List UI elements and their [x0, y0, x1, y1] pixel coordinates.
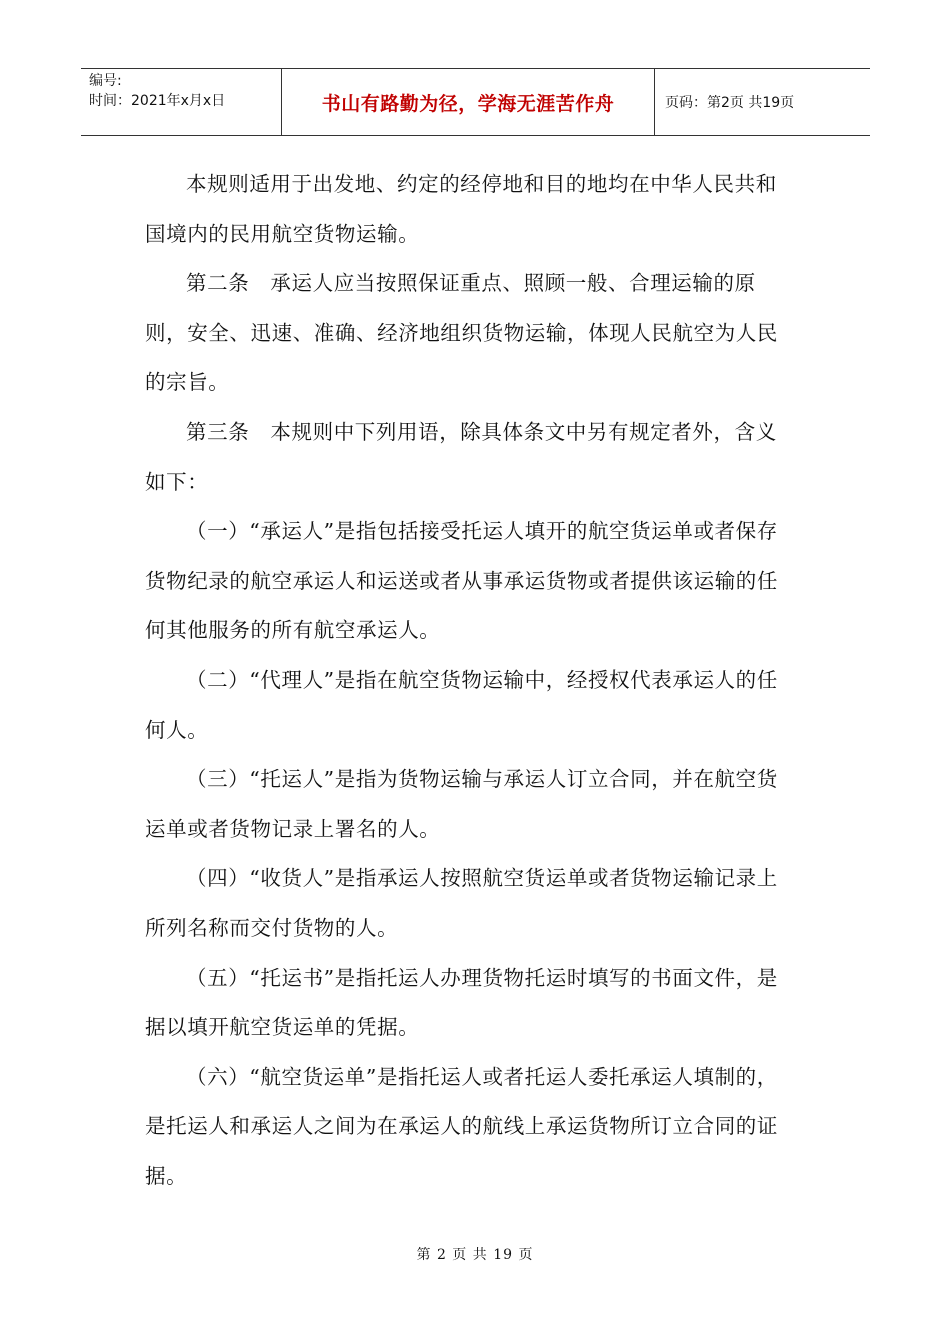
- paragraph: （三）“托运人”是指为货物运输与承运人订立合同，并在航空货运单或者货物记录上署名的人。: [145, 767, 778, 841]
- document-body: [145, 160, 795, 1201]
- paragraph: 第三条 本规则中下列用语，除具体条文中另有规定者外，含义如下：: [145, 419, 777, 494]
- paragraph: （四）“收货人”是指承运人按照航空货运单或者货物运输记录上所列名称而交付货物的人。: [145, 866, 778, 940]
- header-page-info: 页码：第2页 共19页: [665, 95, 795, 111]
- page-header: [81, 68, 870, 136]
- document-number-label: 编号:: [89, 73, 122, 89]
- header-left-cell: [81, 69, 282, 135]
- page-footer: 第 2 页 共 19 页: [416, 1247, 534, 1263]
- paragraph: （五）“托运书”是指托运人办理货物托运时填写的书面文件，是据以填开航空货运单的凭据。: [145, 965, 778, 1040]
- paragraph: 本规则适用于出发地、约定的经停地和目的地均在中华人民共和国境内的民用航空货物运输。: [145, 172, 777, 246]
- paragraph: （一）“承运人”是指包括接受托运人填开的航空货运单或者保存货物纪录的航空承运人和运送或者从事承运货物或者提供该运输的任何其他服务的所有航空承运人。: [145, 519, 778, 643]
- paragraph: （二）“代理人”是指在航空货物运输中，经授权代表承运人的任何人。: [145, 667, 778, 742]
- paragraph: （六）“航空货运单”是指托运人或者托运人委托承运人填制的，是托运人和承运人之间为在承运人的航线上承运货物所订立合同的证据。: [145, 1064, 778, 1188]
- header-motto: 书山有路勤为径，学海无涯苦作舟: [282, 69, 655, 135]
- document-date: 时间：2021年x月x日: [89, 93, 226, 109]
- paragraph: 第二条 承运人应当按照保证重点、照顾一般、合理运输的原则，安全、迅速、准确、经济地组织货物运输，体现人民航空为人民的宗旨。: [145, 271, 778, 395]
